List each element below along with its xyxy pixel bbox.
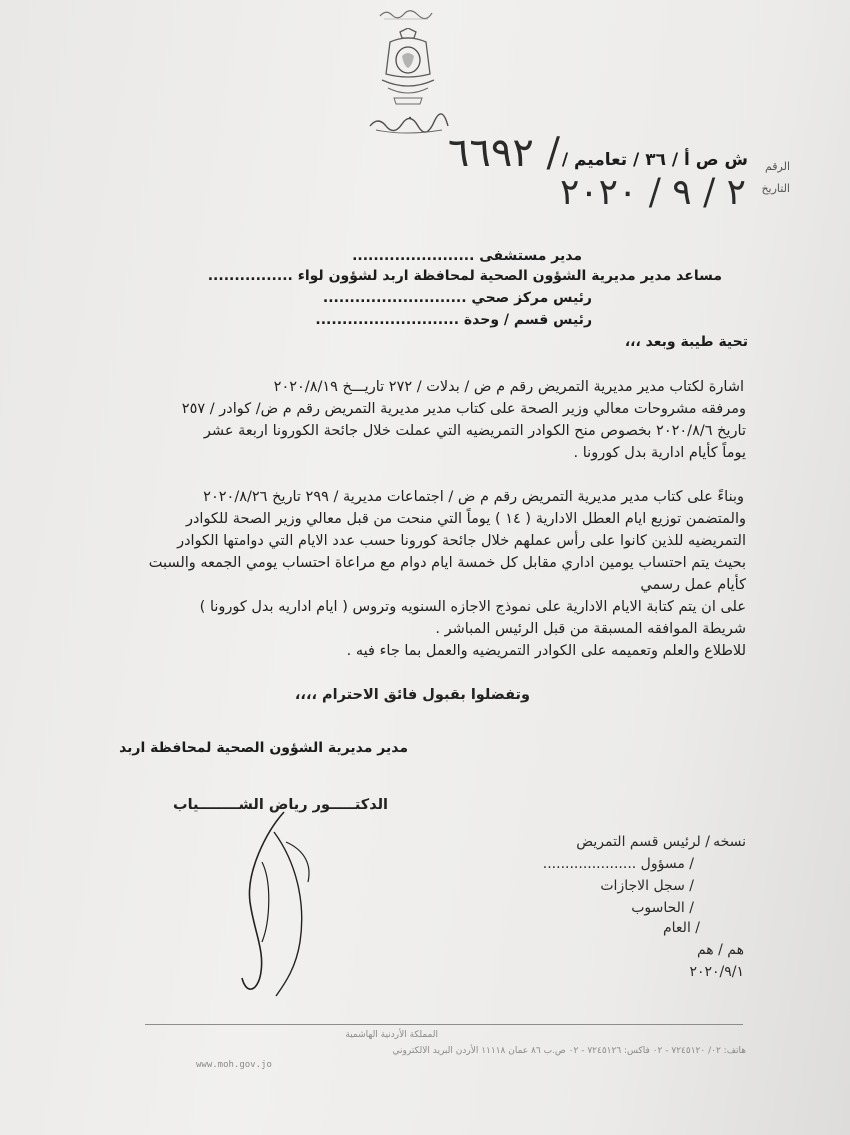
copy-recipient: / سجل الاجازات bbox=[600, 878, 694, 894]
paragraph-line: يوماً كأيام ادارية بدل كورونا . bbox=[573, 445, 746, 461]
footer-org: المملكة الأردنية الهاشمية bbox=[345, 1030, 438, 1040]
paragraph-line: اشارة لكتاب مدير مديرية التمريض رقم م ض / بدلات / ٢٧٢ تاريـــخ ٢٠٢٠/٨/١٩ bbox=[273, 379, 744, 395]
footer-contact: هاتف: ٠٢/ ٧٢٤٥١٢٠ - ٠٢ فاكس: ٧٢٤٥١٢٦ - ٠٢ ص.ب ٨٦ عمان ١١١١٨ الأردن البريد الالكتروني bbox=[392, 1046, 746, 1056]
copies-label: نسخه bbox=[713, 834, 746, 850]
ministry-calligraphy-icon bbox=[378, 6, 434, 22]
paragraph-line: والمتضمن توزيع ايام العطل الادارية ( ١٤ ) يوماً التي منحت من قبل معالي وزير الصحة للكوادر bbox=[185, 511, 746, 527]
signatory-title: مدير مديرية الشؤون الصحية لمحافظة اربد bbox=[119, 740, 408, 756]
issue-date: ٢٠٢٠/٩/١ bbox=[689, 964, 744, 980]
paragraph-line: كأيام عمل رسمي bbox=[640, 577, 746, 593]
copy-recipient: / مسؤول ..................... bbox=[542, 856, 694, 872]
copy-recipient: / الحاسوب bbox=[631, 900, 694, 916]
addressee-line: رئيس قسم / وحدة ........................... bbox=[315, 312, 592, 328]
date-handwritten: ٢ / ٩ / ٢٠٢٠ bbox=[559, 172, 746, 213]
greeting: تحية طيبة وبعد ،،، bbox=[624, 334, 748, 350]
paragraph-line: التمريضيه للذين كانوا على رأس عملهم خلال جائحة كورونا حسب عدد الايام التي دوامتها الكوادر bbox=[177, 533, 746, 549]
paragraph-line: على ان يتم كتابة الايام الادارية على نموذج الاجازه السنويه وتروس ( ايام اداريه بدل كورونا ) bbox=[199, 599, 746, 615]
footer-divider bbox=[145, 1024, 743, 1025]
paragraph-line: تاريخ ٢٠٢٠/٨/٦ بخصوص منح الكوادر التمريضيه التي عملت خلال جائحة الكورونا اربعة عشر bbox=[203, 423, 746, 439]
signatory-name: الدكتـــــور رياض الشــــــــياب bbox=[173, 797, 388, 813]
paragraph-line: شريطة الموافقه المسبقة من قبل الرئيس المباشر . bbox=[435, 621, 746, 637]
date-label: التاريخ bbox=[761, 182, 790, 195]
paragraph-line: وبناءً على كتاب مدير مديرية التمريض رقم م ض / اجتماعات مديرية / ٢٩٩ تاريخ ٢٠٢٠/٨/٢٦ bbox=[203, 489, 744, 505]
addressee-line: مدير مستشفى ....................... bbox=[352, 248, 582, 264]
copy-recipient: / العام bbox=[662, 920, 700, 936]
paragraph-line: للاطلاع والعلم وتعميمه على الكوادر التمريضيه والعمل بما جاء فيه . bbox=[346, 643, 746, 659]
coat-of-arms-icon bbox=[376, 28, 440, 108]
handwritten-signature-icon bbox=[226, 802, 326, 998]
ministry-of-health-logotype-icon bbox=[366, 112, 452, 136]
copy-recipient: / لرئيس قسم التمريض bbox=[576, 834, 710, 850]
ref-label: الرقم bbox=[764, 160, 790, 173]
reference-number-printed: ش ص أ / ٣٦ / تعاميم / bbox=[561, 150, 748, 170]
reference-number-handwritten: ٦٦٩٢ / bbox=[447, 130, 560, 176]
closing-line: وتفضلوا بقبول فائق الاحترام ،،،، bbox=[294, 687, 530, 703]
paragraph-line: بحيث يتم احتساب يومين اداري مقابل كل خمسة ايام دوام مع مراعاة احتساب يومي الجمعه والسبت bbox=[148, 555, 746, 571]
paragraph-line: ومرفقه مشروحات معالي وزير الصحة على كتاب مدير مديرية التمريض رقم م ض/ كوادر / ٢٥٧ bbox=[181, 401, 746, 417]
initials: هم / هم bbox=[696, 942, 744, 958]
addressee-line: رئيس مركز صحي ........................... bbox=[322, 290, 592, 306]
footer-website: www.moh.gov.jo bbox=[196, 1060, 272, 1070]
addressee-line: مساعد مدير مديرية الشؤون الصحية لمحافظة اربد لشؤون لواء ................ bbox=[207, 268, 722, 284]
